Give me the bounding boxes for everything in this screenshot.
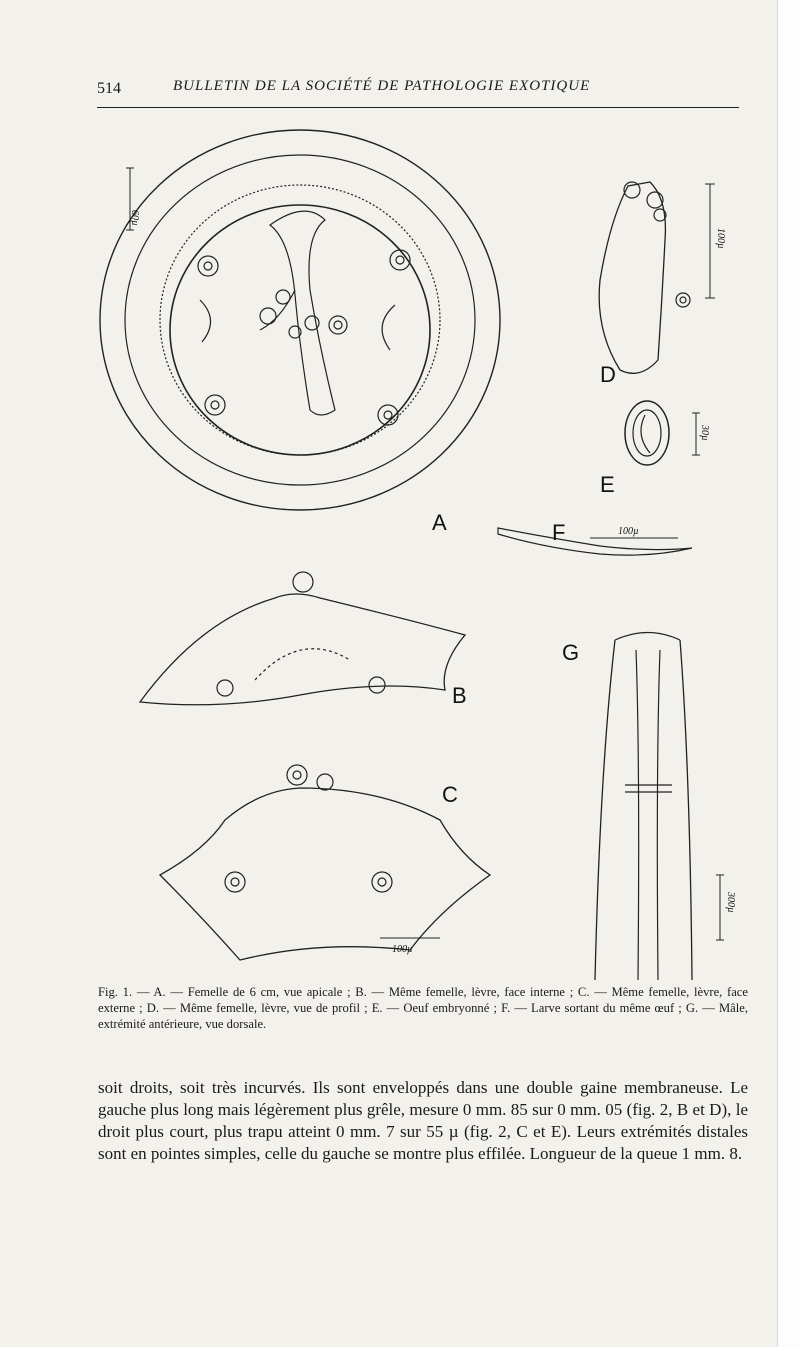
panel-g-drawing bbox=[595, 633, 724, 981]
panel-d-drawing bbox=[599, 182, 715, 373]
panel-f-drawing bbox=[498, 528, 692, 555]
page-number: 514 bbox=[97, 80, 121, 97]
panel-c-drawing bbox=[160, 765, 490, 960]
label-g: G bbox=[562, 640, 580, 665]
panel-e-drawing bbox=[625, 401, 700, 465]
label-c: C bbox=[442, 782, 458, 807]
label-f: F bbox=[552, 520, 566, 545]
panel-b-drawing bbox=[140, 572, 465, 705]
scale-g: 300µ bbox=[725, 892, 736, 913]
scale-e: 30µ bbox=[699, 425, 710, 441]
page-edge bbox=[777, 0, 800, 1347]
label-a: A bbox=[432, 510, 447, 535]
scale-c: 100µ bbox=[392, 944, 413, 955]
scale-a: 60µ bbox=[129, 210, 140, 226]
panel-a-drawing bbox=[100, 130, 500, 510]
header-rule bbox=[97, 107, 739, 108]
scale-f: 100µ bbox=[618, 526, 639, 537]
caption-text: — A. — Femelle de 6 cm, vue apicale ; B. — Même femelle, lèvre, face interne ; C. — Même femelle, lèvre, face externe ; D. — Même femelle, lèvre, vue de profil ; E. — Oeuf embryonné ; F. — Larve sortant du même œuf ; G. — Mâle, extrémité antérieure, vue dorsale. bbox=[98, 985, 748, 1031]
label-d: D bbox=[600, 362, 616, 387]
label-b: B bbox=[452, 683, 467, 708]
body-paragraph: soit droits, soit très incurvés. Ils sont enveloppés dans une double gaine membraneuse. Le gauche plus long mais légèrement plus grêle, mesure 0 mm. 85 sur 0 mm. 05 (fig. 2, B et D), le droit plus court, plus trapu atteint 0 mm. 7 sur 55 µ (fig. 2, C et E). Leurs extrémités distales sont en pointes simples, celle du gauche se montre plus effilée. Longueur de la queue 1 mm. 8. bbox=[98, 1078, 748, 1163]
running-header bbox=[97, 76, 737, 106]
scale-d: 100µ bbox=[715, 228, 726, 249]
label-e: E bbox=[600, 472, 615, 497]
figure-plate bbox=[80, 120, 760, 980]
journal-title: BULLETIN DE LA SOCIÉTÉ DE PATHOLOGIE EXOTIQUE bbox=[173, 78, 591, 94]
figure-caption bbox=[98, 984, 748, 1032]
figure-ref: Fig. 1. bbox=[98, 985, 133, 999]
